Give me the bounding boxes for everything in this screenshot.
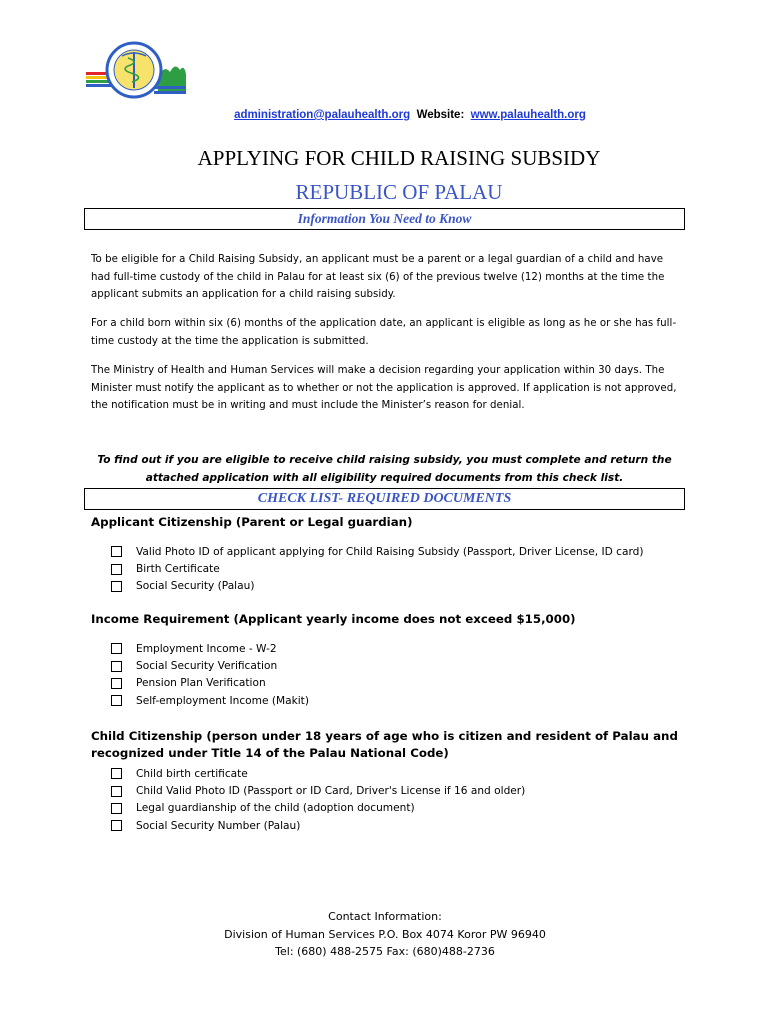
checkbox[interactable]	[111, 803, 122, 814]
checklist-applicant	[111, 543, 644, 595]
checklist-item-label: Social Security Verification	[136, 660, 278, 673]
list-item	[111, 800, 525, 817]
checklist-item-label: Child birth certificate	[136, 767, 248, 780]
contact-line	[0, 109, 770, 121]
eligibility-notice: To find out if you are eligible to receive child raising subsidy, you must complete and return the attached application with all eligibility required documents from this check list.	[97, 454, 672, 484]
section-heading-income: Income Requirement (Applicant yearly income does not exceed $15,000)	[91, 612, 576, 626]
footer-label: Contact Information:	[328, 910, 442, 923]
section-heading-applicant: Applicant Citizenship (Parent or Legal guardian)	[91, 515, 413, 529]
checklist-item-label: Social Security (Palau)	[136, 580, 255, 593]
contact-footer	[0, 908, 770, 961]
list-item	[111, 782, 525, 799]
checklist-item-label: Self-employment Income (Makit)	[136, 694, 309, 707]
checklist-item-label: Child Valid Photo ID (Passport or ID Card, Driver's License if 16 and older)	[136, 785, 526, 798]
footer-address: Division of Human Services P.O. Box 4074 Koror PW 96940	[224, 927, 546, 941]
paragraph-eligibility: To be eligible for a Child Raising Subsidy, an applicant must be a parent or a legal guardian of a child and have had full-time custody of the child in Palau for at least six (6) of the previous twelve (12) months at the time the applicant submits an application for a child raising subsidy.	[91, 254, 665, 300]
section-heading-child: Child Citizenship (person under 18 years of age who is citizen and resident of Palau and recognized under Title 14 of the Palau National Code)	[91, 729, 678, 760]
checkbox[interactable]	[111, 546, 122, 557]
checklist-item-label: Social Security Number (Palau)	[136, 819, 301, 832]
checklist-child	[111, 765, 525, 835]
list-item	[111, 657, 309, 674]
checklist-item-label: Valid Photo ID of applicant applying for Child Raising Subsidy (Passport, Driver License, ID card)	[136, 545, 644, 558]
checkbox[interactable]	[111, 661, 122, 672]
paragraph-newborn: For a child born within six (6) months of the application date, an applicant is eligible as long as he or she has full-time custody at the time the application is submitted.	[91, 318, 677, 347]
website-label: Website:	[416, 109, 465, 121]
list-item	[111, 765, 525, 782]
checkbox[interactable]	[111, 768, 122, 779]
list-item	[111, 640, 309, 657]
checkbox[interactable]	[111, 643, 122, 654]
checklist-income	[111, 640, 309, 710]
checkbox[interactable]	[111, 581, 122, 592]
list-item	[111, 560, 644, 577]
checklist-item-label: Birth Certificate	[136, 563, 220, 576]
checkbox[interactable]	[111, 820, 122, 831]
website-link[interactable]: www.palauhealth.org	[470, 109, 586, 121]
checkbox[interactable]	[111, 786, 122, 797]
page-subtitle: REPUBLIC OF PALAU	[295, 180, 503, 204]
checklist-item-label: Employment Income - W-2	[136, 642, 277, 655]
footer-phone: Tel: (680) 488-2575 Fax: (680)488-2736	[275, 945, 495, 958]
checkbox[interactable]	[111, 678, 122, 689]
ministry-logo	[84, 38, 186, 104]
checkbox[interactable]	[111, 695, 122, 706]
list-item	[111, 675, 309, 692]
info-box-heading: Information You Need to Know	[84, 208, 685, 230]
list-item	[111, 543, 644, 560]
list-item	[111, 692, 309, 709]
checkbox[interactable]	[111, 564, 122, 575]
paragraph-decision: The Ministry of Health and Human Services will make a decision regarding your application within 30 days. The Minister must notify the applicant as to whether or not the application is approved. If application is not approved, the notification must be in writing and must include the Minister’s reason for denial.	[91, 365, 677, 411]
checklist-box-heading: CHECK LIST- REQUIRED DOCUMENTS	[84, 488, 685, 510]
checklist-item-label: Pension Plan Verification	[136, 677, 266, 690]
page-title: APPLYING FOR CHILD RAISING SUBSIDY	[197, 146, 601, 170]
list-item	[111, 578, 644, 595]
checklist-item-label: Legal guardianship of the child (adoption document)	[136, 802, 415, 815]
email-link[interactable]: administration@palauhealth.org	[234, 109, 411, 121]
list-item	[111, 817, 525, 834]
